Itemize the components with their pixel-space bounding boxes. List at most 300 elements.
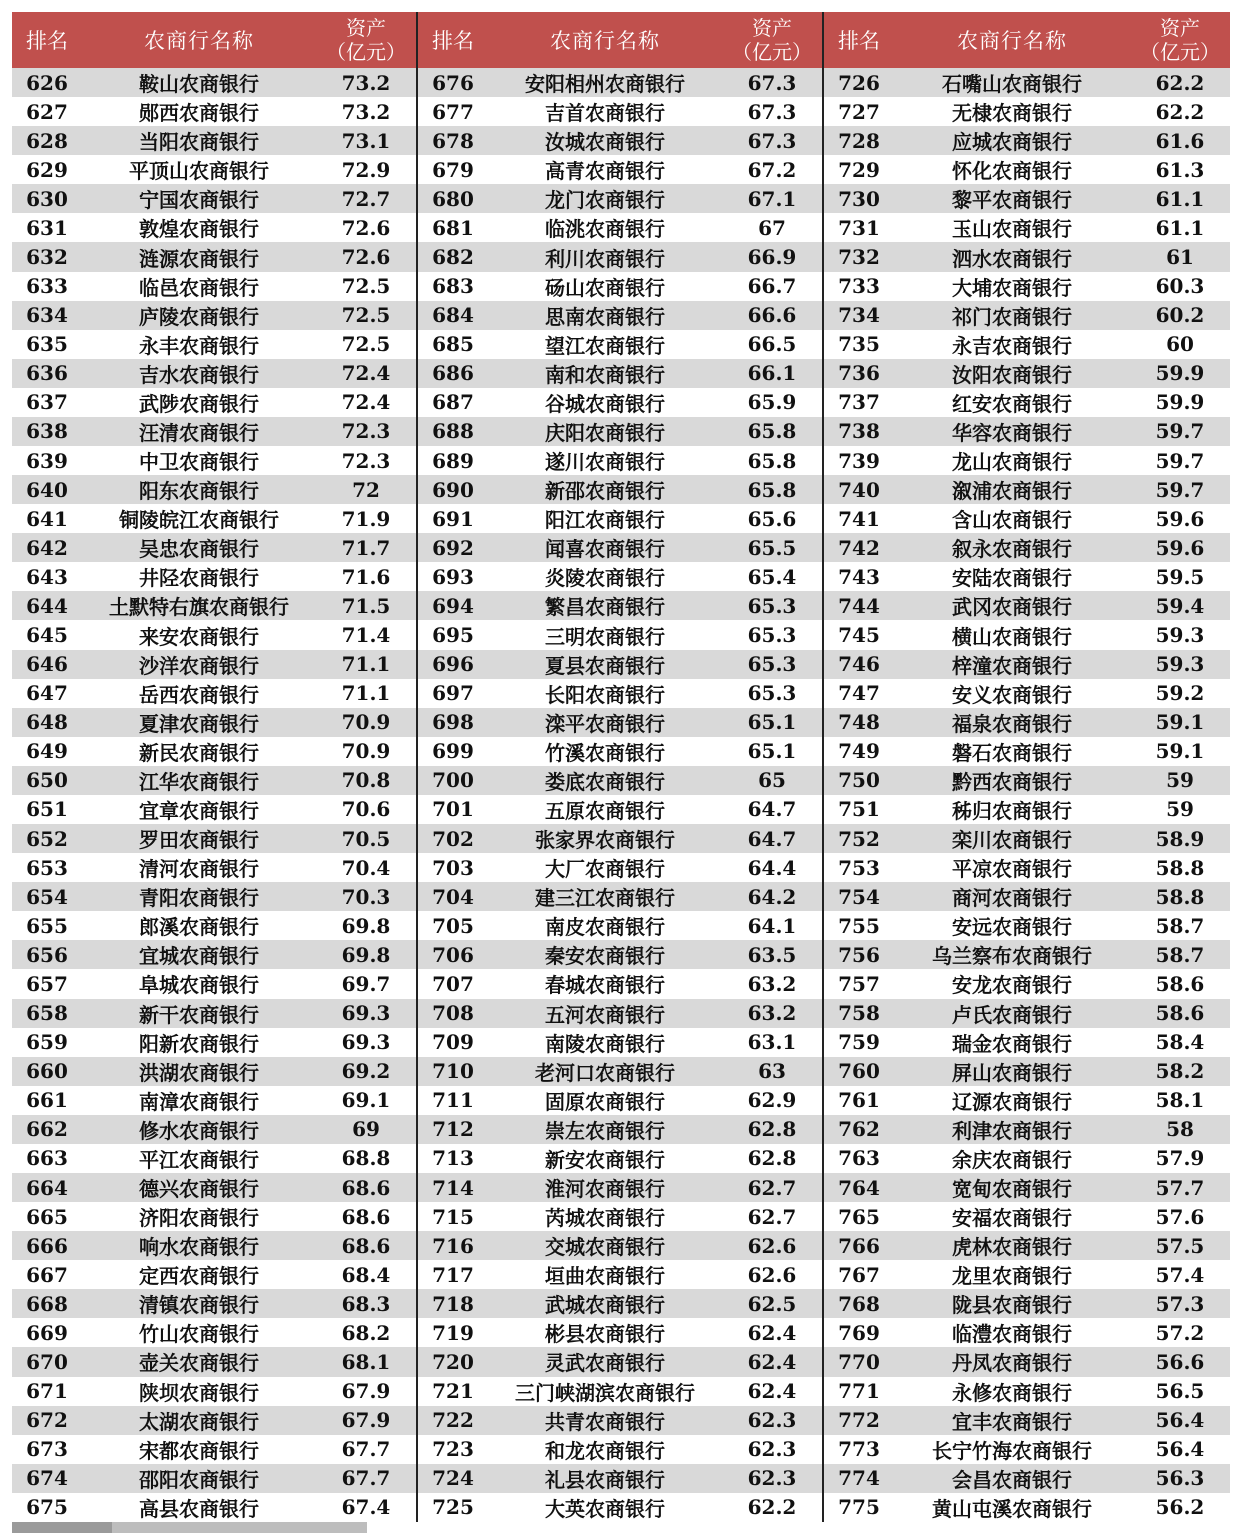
table-row	[12, 1057, 416, 1086]
bank-name-cell: 怀化农商银行	[952, 159, 1072, 184]
table-row	[418, 853, 822, 882]
table-row	[824, 301, 1230, 330]
assets-cell: 59.7	[1155, 448, 1205, 473]
rank-cell: 737	[838, 390, 880, 415]
rank-cell: 738	[838, 419, 880, 444]
bank-name-cell: 永修农商银行	[952, 1380, 1072, 1405]
rank-cell: 695	[432, 623, 474, 648]
rank-cell: 764	[838, 1175, 880, 1200]
bank-name-cell: 溆浦农商银行	[952, 479, 1072, 504]
rank-cell: 681	[432, 215, 474, 240]
bank-name-cell: 建三江农商银行	[535, 886, 675, 911]
rank-cell: 651	[26, 797, 68, 822]
bank-name-cell: 安陆农商银行	[952, 566, 1072, 591]
bank-name-cell: 郎溪农商银行	[139, 915, 259, 940]
table-row	[824, 1435, 1230, 1464]
table-row	[418, 591, 822, 620]
table-row	[12, 1289, 416, 1318]
bank-name-cell: 高县农商银行	[139, 1496, 259, 1521]
bank-name-cell: 武陟农商银行	[139, 391, 259, 416]
assets-cell: 71.9	[341, 506, 391, 531]
rank-cell: 721	[432, 1379, 474, 1404]
bank-name-cell: 望江农商银行	[545, 333, 665, 358]
bank-name-cell: 宋都农商银行	[139, 1438, 259, 1463]
table-row	[824, 766, 1230, 795]
table-row	[12, 68, 416, 97]
table-row	[12, 940, 416, 969]
bank-name-cell: 宜丰农商银行	[952, 1409, 1072, 1434]
rank-cell: 749	[838, 739, 880, 764]
bank-name-cell: 礼县农商银行	[545, 1467, 665, 1492]
assets-cell: 59.1	[1155, 710, 1205, 735]
assets-cell: 59.9	[1155, 361, 1205, 386]
rank-cell: 684	[432, 303, 474, 328]
table-row	[824, 853, 1230, 882]
assets-cell: 65.6	[747, 506, 797, 531]
assets-cell: 72.4	[341, 361, 391, 386]
table-row	[418, 999, 822, 1028]
bank-name-cell: 泗水农商银行	[952, 246, 1072, 271]
rank-cell: 730	[838, 186, 880, 211]
assets-cell: 69.3	[341, 1001, 391, 1026]
header-assets-line1: 资产	[1160, 16, 1200, 40]
table-row	[824, 824, 1230, 853]
assets-cell: 62.3	[747, 1437, 797, 1462]
table-row	[12, 1028, 416, 1057]
table-row	[418, 1260, 822, 1289]
rank-cell: 649	[26, 739, 68, 764]
rank-cell: 637	[26, 390, 68, 415]
bank-name-cell: 汝城农商银行	[545, 130, 665, 155]
header-bank-name: 农商行名称	[550, 29, 660, 53]
assets-cell: 61.1	[1155, 215, 1205, 240]
bank-name-cell: 永丰农商银行	[139, 333, 259, 358]
bank-name-cell: 敦煌农商银行	[139, 217, 259, 242]
table-row	[824, 475, 1230, 504]
table-row	[418, 562, 822, 591]
assets-cell: 57.4	[1155, 1262, 1205, 1287]
table-row	[824, 679, 1230, 708]
rank-cell: 754	[838, 884, 880, 909]
rank-cell: 745	[838, 623, 880, 648]
rank-cell: 674	[26, 1466, 68, 1491]
assets-cell: 68.4	[341, 1262, 391, 1287]
rank-cell: 771	[838, 1379, 880, 1404]
table-row	[418, 504, 822, 533]
bank-name-cell: 秦安农商银行	[545, 944, 665, 969]
assets-cell: 63.1	[747, 1030, 797, 1055]
table-row	[12, 155, 416, 184]
bank-name-cell: 夏县农商银行	[545, 653, 665, 678]
bank-name-cell: 安远农商银行	[952, 915, 1072, 940]
rank-cell: 707	[432, 971, 474, 996]
assets-cell: 72.3	[341, 448, 391, 473]
rank-cell: 772	[838, 1408, 880, 1433]
rank-cell: 704	[432, 884, 474, 909]
table-row	[418, 882, 822, 911]
assets-cell: 66.5	[747, 332, 797, 357]
bank-name-cell: 安义农商银行	[952, 682, 1072, 707]
bank-name-cell: 宁国农商银行	[139, 188, 259, 213]
bank-name-cell: 清镇农商银行	[139, 1293, 259, 1318]
assets-cell: 71.4	[341, 623, 391, 648]
rank-cell: 716	[432, 1233, 474, 1258]
assets-cell: 57.7	[1155, 1175, 1205, 1200]
bank-name-cell: 玉山农商银行	[952, 217, 1072, 242]
assets-cell: 59.4	[1155, 593, 1205, 618]
table-row	[12, 533, 416, 562]
table-row	[824, 213, 1230, 242]
table-row	[418, 1173, 822, 1202]
assets-cell: 63.2	[747, 971, 797, 996]
rank-cell: 650	[26, 768, 68, 793]
assets-cell: 66.9	[747, 245, 797, 269]
bank-name-cell: 屏山农商银行	[952, 1060, 1072, 1085]
rank-cell: 643	[26, 564, 68, 589]
table-row	[824, 911, 1230, 940]
assets-cell: 67.3	[747, 99, 797, 124]
table-row	[824, 68, 1230, 97]
bank-name-cell: 涟源农商银行	[139, 246, 259, 271]
bank-name-cell: 阳新农商银行	[139, 1031, 259, 1056]
bank-name-cell: 秭归农商银行	[952, 798, 1072, 823]
rank-cell: 646	[26, 652, 68, 677]
rank-cell: 686	[432, 361, 474, 386]
table-row	[12, 824, 416, 853]
assets-cell: 58.9	[1155, 826, 1205, 851]
bank-name-cell: 祁门农商银行	[952, 304, 1072, 329]
rank-cell: 630	[26, 186, 68, 211]
rank-cell: 628	[26, 128, 68, 153]
table-row	[418, 911, 822, 940]
table-row	[12, 1406, 416, 1435]
assets-cell: 67.7	[341, 1466, 391, 1491]
bank-name-cell: 临澧农商银行	[952, 1322, 1072, 1347]
rank-cell: 750	[838, 768, 880, 793]
table-row	[418, 1202, 822, 1231]
table-row	[12, 650, 416, 679]
header-assets	[722, 16, 822, 64]
rank-cell: 773	[838, 1437, 880, 1462]
rank-cell: 639	[26, 448, 68, 473]
header-rank: 排名	[26, 29, 68, 53]
table-row	[418, 213, 822, 242]
table-row	[824, 650, 1230, 679]
assets-cell: 57.2	[1155, 1320, 1205, 1345]
table-row	[824, 1057, 1230, 1086]
rank-cell: 699	[432, 739, 474, 764]
table-row	[418, 475, 822, 504]
table-row	[418, 1377, 822, 1406]
rank-cell: 661	[26, 1088, 68, 1113]
table-row	[824, 126, 1230, 155]
bank-name-cell: 江华农商银行	[139, 769, 259, 794]
bank-name-cell: 谷城农商银行	[545, 391, 665, 416]
bank-name-cell: 陇县农商银行	[952, 1293, 1072, 1318]
bank-name-cell: 武冈农商银行	[952, 595, 1072, 620]
rank-cell: 680	[432, 186, 474, 211]
table-row	[12, 126, 416, 155]
bank-name-cell: 平凉农商银行	[952, 857, 1072, 882]
bank-name-cell: 南和农商银行	[545, 362, 665, 387]
rank-cell: 752	[838, 826, 880, 851]
bank-name-cell: 黔西农商银行	[952, 769, 1072, 794]
rank-cell: 726	[838, 70, 880, 95]
assets-cell: 58.7	[1155, 913, 1205, 938]
assets-cell: 69	[352, 1117, 380, 1142]
bank-name-cell: 响水农商银行	[139, 1235, 259, 1260]
assets-cell: 71.5	[341, 593, 391, 618]
table-row	[824, 999, 1230, 1028]
assets-cell: 69.3	[341, 1030, 391, 1055]
rank-cell: 642	[26, 535, 68, 560]
bank-name-cell: 长阳农商银行	[545, 682, 665, 707]
rank-cell: 744	[838, 593, 880, 618]
table-row	[824, 708, 1230, 737]
assets-cell: 61.6	[1155, 128, 1205, 153]
table-row	[418, 1057, 822, 1086]
bank-name-cell: 思南农商银行	[545, 304, 665, 329]
assets-cell: 65.4	[747, 564, 797, 589]
table-row	[824, 446, 1230, 475]
bank-ranking-table	[12, 12, 1230, 1522]
assets-cell: 62.3	[747, 1466, 797, 1491]
bank-name-cell: 高青农商银行	[545, 159, 665, 184]
table-row	[12, 1493, 416, 1522]
assets-cell: 58.8	[1155, 884, 1205, 909]
rank-cell: 768	[838, 1291, 880, 1316]
assets-cell: 69.1	[341, 1088, 391, 1113]
assets-cell: 62.8	[747, 1146, 797, 1171]
table-row	[12, 1377, 416, 1406]
assets-cell: 60.2	[1155, 303, 1205, 328]
assets-cell: 70.9	[341, 739, 391, 764]
header-assets-line2: （亿元）	[732, 40, 812, 64]
assets-cell: 70.9	[341, 710, 391, 735]
rank-cell: 775	[838, 1495, 880, 1520]
rank-cell: 729	[838, 157, 880, 182]
table-row	[824, 1028, 1230, 1057]
rank-cell: 665	[26, 1204, 68, 1229]
table-row	[418, 272, 822, 301]
assets-cell: 69.7	[341, 971, 391, 996]
assets-cell: 57.9	[1155, 1146, 1205, 1171]
bank-name-cell: 吴忠农商银行	[139, 537, 259, 562]
header-assets-line2: （亿元）	[326, 40, 406, 64]
rank-cell: 698	[432, 710, 474, 735]
bank-name-cell: 龙山农商银行	[952, 450, 1072, 475]
table-row	[824, 155, 1230, 184]
rank-cell: 774	[838, 1466, 880, 1491]
bank-name-cell: 德兴农商银行	[139, 1177, 259, 1201]
rank-cell: 767	[838, 1262, 880, 1287]
rank-cell: 670	[26, 1349, 68, 1374]
assets-cell: 72.7	[341, 186, 391, 211]
table-row	[418, 388, 822, 417]
table-row	[418, 242, 822, 271]
rank-cell: 753	[838, 855, 880, 880]
table-row	[12, 999, 416, 1028]
table-row	[824, 1347, 1230, 1376]
assets-cell: 58.6	[1155, 971, 1205, 996]
table-row	[824, 97, 1230, 126]
bank-name-cell: 沙洋农商银行	[139, 653, 259, 678]
assets-cell: 62.7	[747, 1175, 797, 1200]
bank-name-cell: 定西农商银行	[139, 1264, 259, 1289]
table-row	[824, 1493, 1230, 1522]
header-bank-name: 农商行名称	[957, 29, 1067, 53]
table-row	[824, 330, 1230, 359]
bank-name-cell: 罗田农商银行	[139, 828, 259, 853]
bank-name-cell: 黄山屯溪农商银行	[932, 1496, 1092, 1521]
rank-cell: 669	[26, 1320, 68, 1345]
bank-name-cell: 宜城农商银行	[139, 944, 259, 969]
assets-cell: 72.5	[341, 303, 391, 328]
assets-cell: 63.5	[747, 942, 797, 967]
assets-cell: 62.8	[747, 1117, 797, 1142]
assets-cell: 56.2	[1155, 1495, 1205, 1520]
table-row	[12, 97, 416, 126]
table-row	[12, 301, 416, 330]
bank-name-cell: 利津农商银行	[952, 1118, 1072, 1143]
assets-cell: 64.4	[747, 855, 797, 880]
table-row	[12, 795, 416, 824]
bank-name-cell: 修水农商银行	[139, 1118, 259, 1143]
assets-cell: 65.3	[747, 623, 797, 648]
rank-cell: 742	[838, 535, 880, 560]
bank-name-cell: 华容农商银行	[952, 420, 1072, 445]
assets-cell: 61.3	[1155, 157, 1205, 182]
rank-cell: 691	[432, 506, 474, 531]
table-row	[824, 562, 1230, 591]
rank-cell: 636	[26, 361, 68, 386]
table-row	[824, 1086, 1230, 1115]
rank-cell: 678	[432, 128, 474, 153]
rank-cell: 676	[432, 70, 474, 95]
assets-cell: 59.2	[1155, 681, 1205, 706]
bank-name-cell: 安龙农商银行	[952, 973, 1072, 998]
table-row	[824, 417, 1230, 446]
rank-cell: 702	[432, 826, 474, 851]
table-column-group-3	[824, 12, 1230, 1522]
bank-name-cell: 新民农商银行	[139, 740, 259, 765]
rank-cell: 703	[432, 855, 474, 880]
table-row	[418, 1028, 822, 1057]
assets-cell: 57.3	[1155, 1291, 1205, 1316]
rank-cell: 714	[432, 1175, 474, 1200]
bank-name-cell: 和龙农商银行	[545, 1438, 665, 1463]
scrollbar-thumb[interactable]	[12, 1522, 112, 1533]
table-row	[824, 272, 1230, 301]
assets-cell: 62.4	[747, 1320, 797, 1345]
table-row	[12, 853, 416, 882]
assets-cell: 71.6	[341, 564, 391, 589]
rank-cell: 675	[26, 1495, 68, 1520]
table-row	[824, 533, 1230, 562]
assets-cell: 56.4	[1155, 1408, 1205, 1433]
rank-cell: 731	[838, 215, 880, 240]
bank-name-cell: 五河农商银行	[545, 1002, 665, 1027]
assets-cell: 60.3	[1155, 274, 1205, 299]
rank-cell: 711	[432, 1088, 474, 1113]
assets-cell: 71.1	[341, 681, 391, 706]
bank-name-cell: 滦平农商银行	[545, 711, 665, 736]
assets-cell: 64.1	[747, 913, 797, 938]
rank-cell: 668	[26, 1291, 68, 1316]
table-row	[824, 1260, 1230, 1289]
rank-cell: 713	[432, 1146, 474, 1171]
bank-name-cell: 竹山农商银行	[139, 1322, 259, 1347]
bank-name-cell: 清河农商银行	[139, 857, 259, 882]
bank-name-cell: 宜章农商银行	[139, 798, 259, 823]
table-row	[824, 388, 1230, 417]
rank-cell: 748	[838, 710, 880, 735]
rank-cell: 720	[432, 1349, 474, 1374]
bank-name-cell: 三明农商银行	[545, 624, 665, 649]
assets-cell: 64.2	[747, 884, 797, 909]
assets-cell: 70.5	[341, 826, 391, 851]
bank-name-cell: 福泉农商银行	[952, 711, 1072, 736]
table-row	[418, 708, 822, 737]
rank-cell: 688	[432, 419, 474, 444]
table-row	[418, 795, 822, 824]
bank-name-cell: 三门峡湖滨农商银行	[515, 1380, 695, 1405]
rank-cell: 746	[838, 652, 880, 677]
bank-name-cell: 交城农商银行	[545, 1235, 665, 1260]
table-header	[12, 12, 416, 68]
bank-name-cell: 龙门农商银行	[545, 188, 665, 213]
rank-cell: 666	[26, 1233, 68, 1258]
assets-cell: 66.6	[747, 303, 797, 328]
bank-name-cell: 庆阳农商银行	[545, 420, 665, 445]
assets-cell: 59.6	[1155, 506, 1205, 531]
assets-cell: 65.3	[747, 681, 797, 706]
rank-cell: 633	[26, 274, 68, 299]
rank-cell: 635	[26, 332, 68, 357]
assets-cell: 68.1	[341, 1349, 391, 1374]
header-rank: 排名	[432, 29, 474, 53]
bank-name-cell: 中卫农商银行	[139, 450, 259, 475]
assets-cell: 68.6	[341, 1233, 391, 1258]
table-row	[824, 504, 1230, 533]
table-row	[12, 330, 416, 359]
rank-cell: 736	[838, 361, 880, 386]
rank-cell: 653	[26, 855, 68, 880]
rank-cell: 743	[838, 564, 880, 589]
table-row	[12, 1231, 416, 1260]
rank-cell: 659	[26, 1030, 68, 1055]
table-row	[12, 417, 416, 446]
rank-cell: 654	[26, 884, 68, 909]
bank-name-cell: 娄底农商银行	[545, 769, 665, 794]
assets-cell: 64.7	[747, 797, 797, 822]
horizontal-scrollbar[interactable]	[12, 1522, 367, 1533]
assets-cell: 62.2	[747, 1495, 797, 1520]
bank-name-cell: 大厂农商银行	[545, 857, 665, 882]
table-row	[824, 1318, 1230, 1347]
header-assets-line2: （亿元）	[1140, 40, 1220, 64]
assets-cell: 56.4	[1155, 1437, 1205, 1462]
bank-name-cell: 汝阳农商银行	[952, 362, 1072, 387]
bank-name-cell: 长宁竹海农商银行	[932, 1438, 1092, 1463]
bank-name-cell: 南皮农商银行	[545, 915, 665, 940]
table-row	[12, 1464, 416, 1493]
assets-cell: 66.7	[747, 274, 797, 299]
assets-cell: 72.9	[341, 157, 391, 182]
table-row	[12, 1260, 416, 1289]
bank-name-cell: 五原农商银行	[545, 798, 665, 823]
assets-cell: 71.1	[341, 652, 391, 677]
